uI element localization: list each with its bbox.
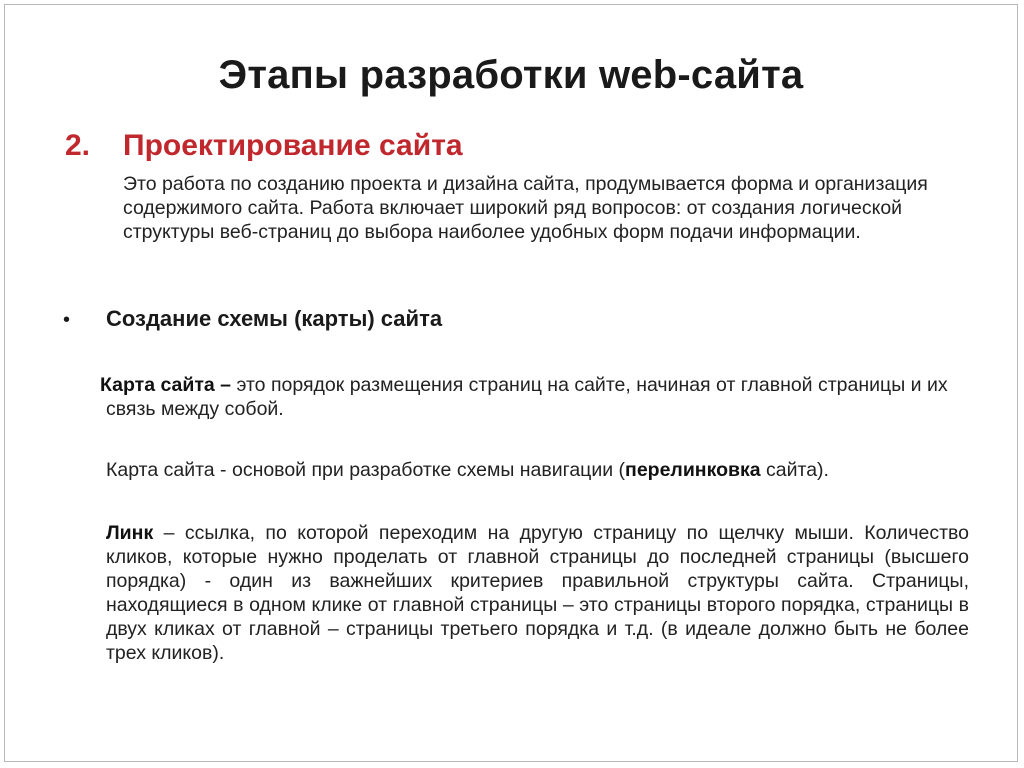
sitemap-term: Карта сайта –: [100, 374, 232, 396]
navigation-after: сайта).: [760, 459, 829, 481]
sitemap-text: это порядок размещения страниц на сайте, начиная от главной страницы и их связь между собой.: [106, 374, 948, 420]
section-heading: [65, 129, 463, 163]
bullet-item: [63, 306, 442, 332]
intro-paragraph: Это работа по созданию проекта и дизайна сайта, продумывается форма и организация содержимого сайта. Работа включает широкий ряд вопросов: от создания логической структуры веб-страниц до выбора наиболее удобных форм подачи информации.: [123, 173, 928, 243]
sitemap-definition: [100, 373, 966, 421]
slide-title: Этапы разработки web-сайта: [218, 53, 804, 97]
section-title: Проектирование сайта: [123, 129, 463, 162]
section-number: 2.: [65, 129, 91, 162]
link-definition: [106, 521, 969, 665]
bullet-text: Создание схемы (карты) сайта: [106, 306, 443, 331]
slide: [4, 4, 1018, 762]
bullet-marker: •: [63, 309, 71, 331]
link-text: – ссылка, по которой переходим на другую страницу по щелчку мыши. Количество кликов, которые нужно проделать от главной страницы до последней страницы (высшего порядка) - один из важнейших критериев правильной структуры сайта. Страницы, находящиеся в одном клике от главной страницы – это страницы второго порядка, страницы в двух кликах от главной – страницы третьего порядка и т.д. (в идеале должно быть не более трех кликов).: [106, 522, 969, 664]
navigation-bold: перелинковка: [625, 459, 761, 481]
navigation-paragraph: [106, 458, 976, 482]
navigation-before: Карта сайта - основой при разработке схемы навигации (: [106, 459, 626, 481]
link-term: Линк: [106, 522, 154, 544]
